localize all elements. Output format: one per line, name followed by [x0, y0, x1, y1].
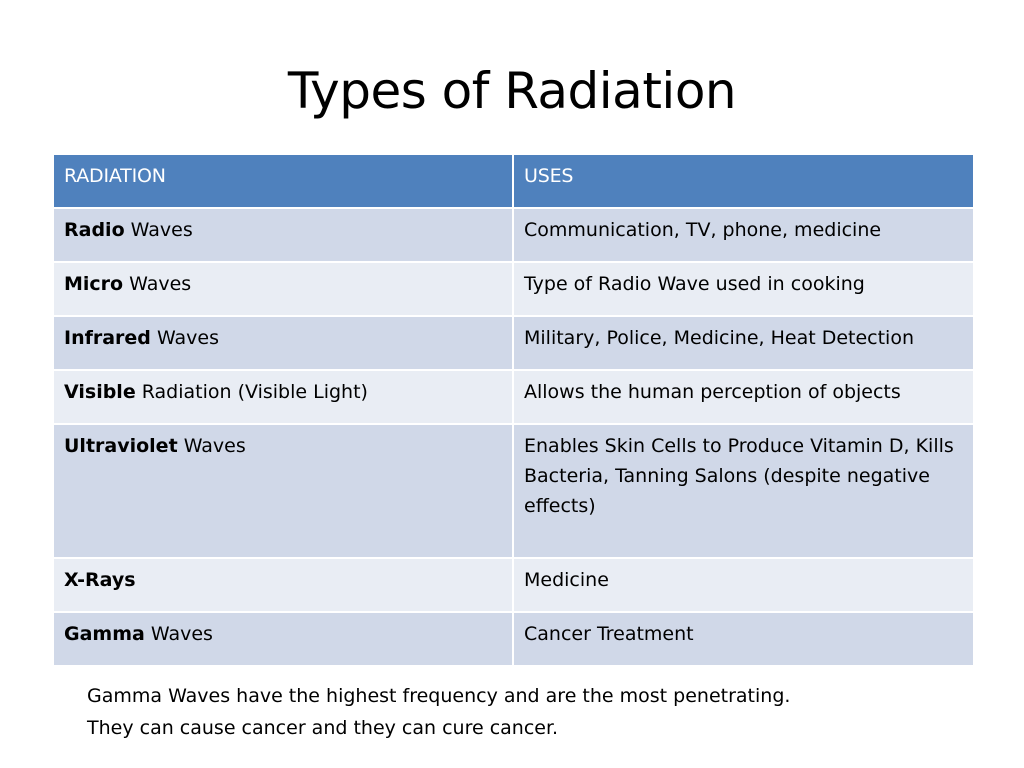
header-uses: USES [513, 154, 974, 208]
footnote-line-1: Gamma Waves have the highest frequency and are the most penetrating. [87, 685, 791, 707]
radiation-name: Ultraviolet [64, 435, 178, 457]
table-row-xrays [53, 558, 974, 612]
uses-cell: Enables Skin Cells to Produce Vitamin D, Kills Bacteria, Tanning Salons (despite negative effects) [513, 424, 974, 558]
radiation-table [52, 153, 975, 667]
slide-title: Types of Radiation [287, 62, 737, 120]
uses-cell: Military, Police, Medicine, Heat Detection [513, 316, 974, 370]
uses-cell: Cancer Treatment [513, 612, 974, 666]
radiation-suffix: Waves [177, 435, 246, 457]
table-row-visible [53, 370, 974, 424]
radiation-cell [53, 316, 513, 370]
table-header-row [53, 154, 974, 208]
table-row-gamma [53, 612, 974, 666]
radiation-cell [53, 208, 513, 262]
radiation-suffix: Waves [144, 623, 213, 645]
radiation-cell [53, 262, 513, 316]
radiation-suffix: Waves [124, 219, 193, 241]
radiation-suffix: Waves [150, 327, 220, 349]
radiation-cell [53, 558, 513, 612]
radiation-name: Radio [64, 219, 125, 241]
radiation-suffix: Waves [123, 273, 192, 295]
table-row-ultraviolet [53, 424, 974, 558]
radiation-name: X-Rays [64, 569, 136, 591]
uses-cell: Type of Radio Wave used in cooking [513, 262, 974, 316]
radiation-cell [53, 612, 513, 666]
table-row-micro [53, 262, 974, 316]
table-row-infrared [53, 316, 974, 370]
uses-cell: Allows the human perception of objects [513, 370, 974, 424]
uses-cell: Medicine [513, 558, 974, 612]
radiation-suffix: Radiation (Visible Light) [135, 381, 368, 403]
footnote [87, 680, 967, 744]
header-radiation: RADIATION [53, 154, 513, 208]
radiation-name: Gamma [64, 623, 145, 645]
uses-cell: Communication, TV, phone, medicine [513, 208, 974, 262]
radiation-name: Visible [64, 381, 136, 403]
footnote-line-2: They can cause cancer and they can cure cancer. [87, 717, 559, 739]
radiation-cell [53, 424, 513, 558]
radiation-cell [53, 370, 513, 424]
table-row-radio [53, 208, 974, 262]
radiation-name: Infrared [64, 327, 151, 349]
radiation-name: Micro [64, 273, 124, 295]
